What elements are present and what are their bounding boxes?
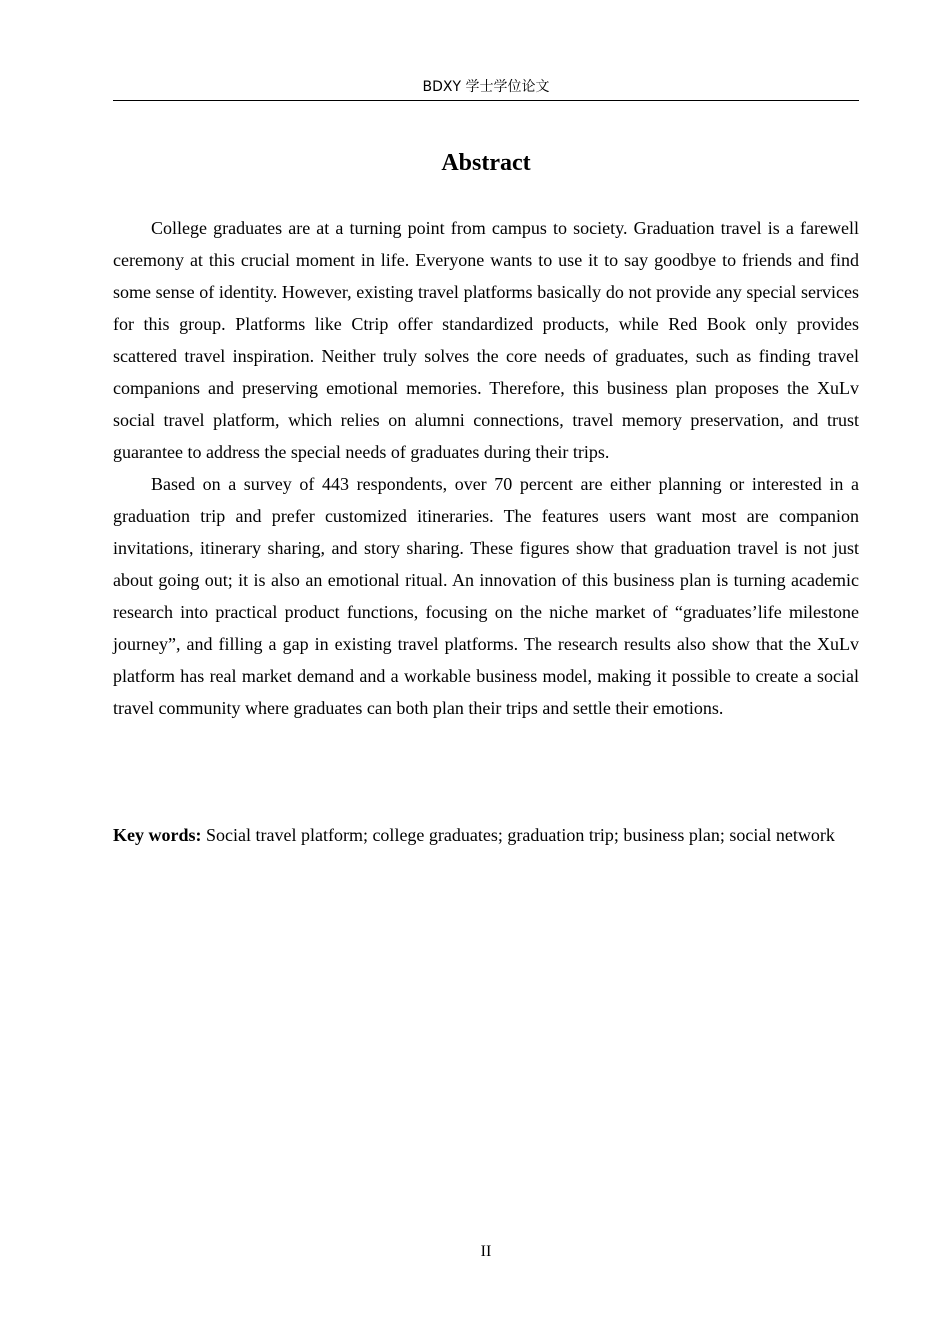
abstract-title: Abstract bbox=[441, 150, 531, 176]
keywords-label: Key words: bbox=[113, 825, 206, 845]
abstract-paragraph-2: Based on a survey of 443 respondents, over 70 percent are either planning or interested in a graduation trip and prefer customized itineraries. The features users want most are companion invitations, itinerary sharing, and story sharing. These figures show that graduation travel is not just about going out; it is also an emotional ritual. An innovation of this business plan is turning academic research into practical product functions, focusing on the niche market of “graduates’life milestone journey”, and filling a gap in existing travel platforms. The research results also show that the XuLv platform has real market demand and a workable business model, making it possible to create a social travel community where graduates can both plan their trips and settle their emotions. bbox=[113, 474, 859, 718]
abstract-body bbox=[113, 212, 859, 724]
header-rule bbox=[113, 100, 859, 101]
keywords bbox=[113, 819, 859, 851]
keywords-text: Social travel platform; college graduates; graduation trip; business plan; social network bbox=[206, 825, 835, 845]
page-number: II bbox=[480, 1243, 492, 1260]
abstract-paragraph-1: College graduates are at a turning point from campus to society. Graduation travel is a farewell ceremony at this crucial moment in life. Everyone wants to use it to say goodbye to friends and find some sense of identity. However, existing travel platforms basically do not provide any special services for this group. Platforms like Ctrip offer standardized products, while Red Book only provides scattered travel inspiration. Neither truly solves the core needs of graduates, such as finding travel companions and preserving emotional memories. Therefore, this business plan proposes the XuLv social travel platform, which relies on alumni connections, travel memory preservation, and trust guarantee to address the special needs of graduates during their trips. bbox=[113, 218, 859, 462]
running-header: BDXY 学士学位论文 bbox=[422, 79, 550, 95]
